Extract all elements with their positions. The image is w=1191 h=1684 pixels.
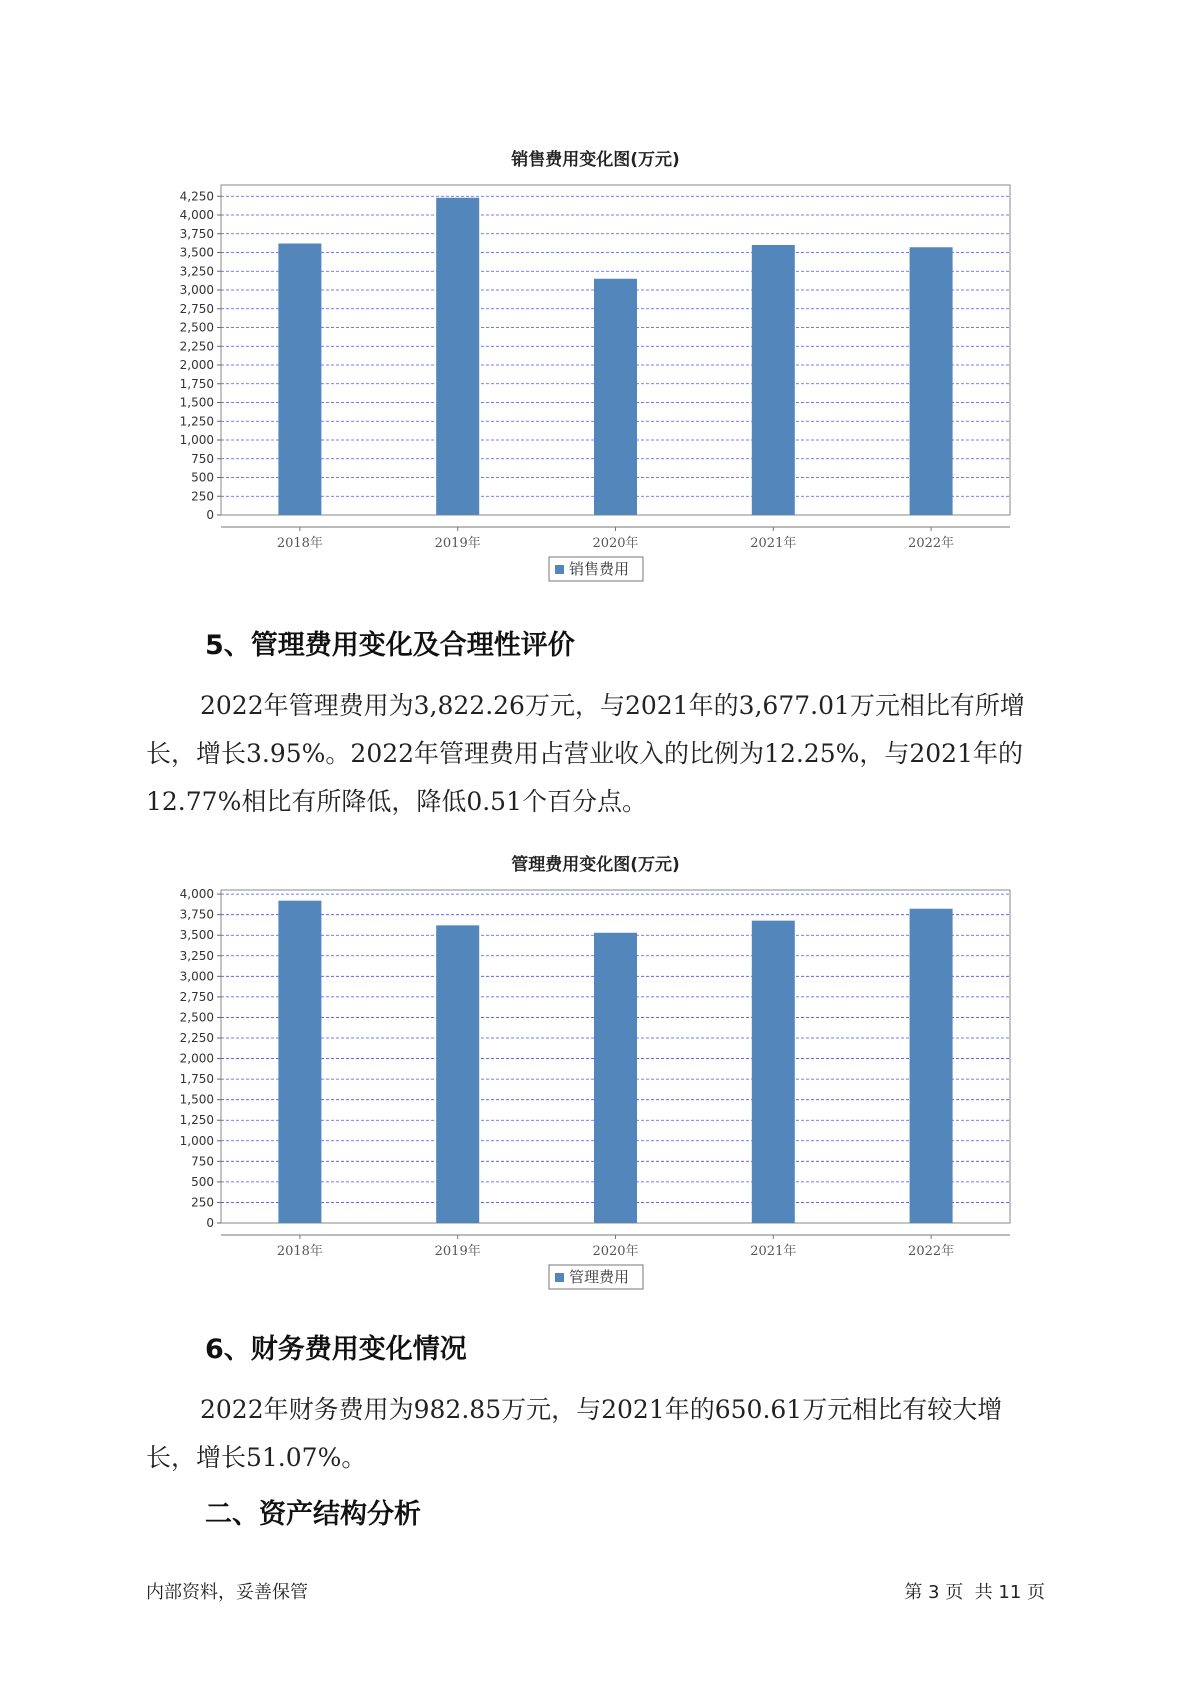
y-tick-label: 1,750 [179,376,214,391]
x-tick-label: 2021年 [750,1244,797,1259]
x-tick-label: 2018年 [276,1244,323,1259]
legend-swatch [555,1273,564,1282]
x-tick-label: 2020年 [592,1244,639,1259]
bar [436,198,479,515]
y-tick-label: 1,250 [179,414,214,429]
y-tick-label: 2,000 [179,1051,214,1066]
y-tick-label: 3,000 [179,283,214,297]
footer-confidential-note: 内部资料，妥善保管 [146,1582,308,1603]
bar [594,279,637,515]
bar [278,244,321,516]
y-tick-label: 2,500 [179,320,214,335]
x-tick-label: 2019年 [434,1244,481,1259]
bar [752,921,795,1223]
y-tick-label: 2,750 [179,301,214,316]
x-tick-label: 2022年 [908,1244,955,1259]
x-tick-label: 2019年 [434,536,481,551]
sales-expense-chart [0,170,1191,590]
y-tick-label: 250 [191,1195,214,1210]
y-tick-label: 3,750 [179,226,214,241]
bar [752,245,795,515]
chart-title-admin: 管理费用变化图(万元) [511,855,680,875]
y-tick-label: 500 [191,470,214,485]
y-tick-label: 500 [191,1174,214,1189]
bar [436,925,479,1223]
x-tick-label: 2020年 [592,536,639,551]
y-tick-label: 0 [206,1216,214,1230]
y-tick-label: 750 [191,1154,214,1169]
y-tick-label: 3,500 [179,245,214,260]
y-tick-label: 1,500 [179,1092,214,1107]
y-tick-label: 2,250 [179,1031,214,1045]
y-tick-label: 3,250 [179,264,214,279]
section-6-paragraph: 2022年财务费用为982.85万元，与2021年的650.61万元相比有较大增长，增长51.07%。 [146,1395,1003,1472]
y-tick-label: 4,000 [179,887,214,902]
y-tick-label: 3,250 [179,948,214,963]
y-tick-label: 750 [191,451,214,466]
part-2-heading: 二、资产结构分析 [205,1499,421,1530]
y-tick-label: 0 [206,508,214,522]
x-tick-label: 2018年 [276,536,323,551]
bar [910,909,953,1223]
legend-swatch [555,565,564,574]
y-tick-label: 2,750 [179,989,214,1004]
section-6-heading: 6、财务费用变化情况 [205,1334,467,1365]
bar [910,247,953,515]
y-tick-label: 1,750 [179,1072,214,1087]
y-tick-label: 1,250 [179,1113,214,1128]
section-5-heading: 5、管理费用变化及合理性评价 [205,630,575,661]
y-tick-label: 2,250 [179,339,214,354]
y-tick-label: 3,750 [179,907,214,922]
y-tick-label: 2,500 [179,1010,214,1025]
legend-label: 销售费用 [569,560,630,578]
y-tick-label: 4,000 [179,208,214,222]
x-tick-label: 2022年 [908,536,955,551]
x-tick-label: 2021年 [750,536,797,551]
section-5-paragraph: 2022年管理费用为3,822.26万元，与2021年的3,677.01万元相比有所增长，增长3.95%。2022年管理费用占营业收入的比例为12.25%，与2021年的12.77%相比有所降低，降低0.51个百分点。 [146,691,1025,816]
y-tick-label: 2,000 [179,358,214,372]
y-tick-label: 3,000 [179,969,214,984]
legend-label: 管理费用 [569,1268,630,1286]
admin-expense-chart [0,875,1191,1300]
y-tick-label: 1,000 [179,1133,214,1148]
footer-page-number: 第 3 页 共 11 页 [904,1582,1045,1603]
y-tick-label: 1,000 [179,433,214,447]
y-tick-label: 1,500 [179,395,214,410]
y-tick-label: 250 [191,489,214,504]
bar [594,933,637,1223]
y-tick-label: 3,500 [179,928,214,943]
chart-title-sales: 销售费用变化图(万元) [511,150,680,170]
y-tick-label: 4,250 [179,189,214,204]
bar [278,901,321,1223]
